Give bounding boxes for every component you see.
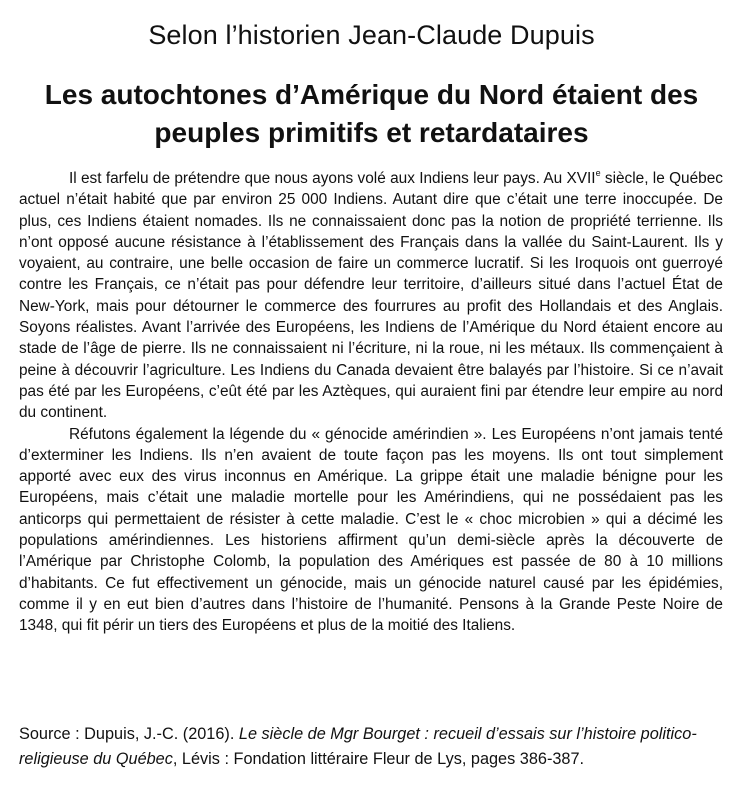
source-book-title: Le siècle de Mgr Bourget : recueil d’essais sur l’histoire politico-religieuse du Québec: [19, 725, 697, 768]
source-suffix: , Lévis : Fondation littéraire Fleur de Lys, pages 386-387.: [172, 750, 585, 768]
paragraph-2: Réfutons également la légende du « génocide amérindien ». Les Européens n’ont jamais tenté d’exterminer les Indiens. Ils n’en avaient de toute façon pas les moyens. Ils ont tout simplement apporté avec eux des virus inconnus en Amérique. La grippe était une maladie bénigne pour les Européens, mais c’était une maladie mortelle pour les Amérindiens, qui ne possédaient pas les anticorps qui permettaient de résister à cette maladie. C’est le « choc microbien » qui a décimé les populations amérindiennes. Les historiens affirment qu’un demi-siècle après la découverte de l’Amérique par Christophe Colomb, la population des Amériques est passée de 80 à 10 millions d’habitants. Ce fut effectivement un génocide, mais un génocide naturel causé par les épidémies, comme il y en eut bien d’autres dans l’histoire de l’humanité. Pensons à la Grande Peste Noire de 1348, qui fit périr un tiers des Européens et plus de la moitié des Italiens.: [19, 425, 723, 635]
author-subtitle: Selon l’historien Jean-Claude Dupuis: [148, 20, 595, 50]
source-prefix: Source : Dupuis, J.-C. (2016).: [19, 725, 239, 743]
source-citation: [19, 722, 729, 772]
paragraph-1-rest: siècle, le Québec actuel n’était habité que par environ 25 000 Indiens. Autant dire que c’était une terre inoccupée. De plus, ces Indiens étaient nomades. Ils ne connaissaient donc pas la notion de propriété terrienne. Ils n’ont opposé aucune résistance à l’établissement des Français dans la vallée du Saint-Laurent. Ils y voyaient, au contraire, une belle occasion de faire un commerce lucratif. Si les Iroquois ont guerroyé contre les Français, ce n’était pas pour défendre leur territoire, d’ailleurs situé dans l’actuel État de New-York, mais pour détourner le commerce des fourrures au profit des Hollandais et des Anglais. Soyons réalistes. Avant l’arrivée des Européens, les Indiens de l’Amérique du Nord étaient encore au stade de l’âge de pierre. Ils ne connaissaient ni l’écriture, ni la roue, ni les métaux. Ils commençaient à peine à découvrir l’agriculture. Les Indiens du Canada devaient être balayés par l’histoire. Si ce n’avait pas été par les Européens, c’eût été par les Aztèques, qui auraient fini par étendre leur empire au nord du continent.: [19, 170, 723, 422]
document-title: Les autochtones d’Amérique du Nord étaient des peuples primitifs et retardataires: [44, 79, 699, 148]
article-body: [19, 168, 723, 637]
paragraph-1-start: Il est farfelu de prétendre que nous ayons volé aux Indiens leur pays. Au XVII: [69, 170, 596, 187]
century-superscript: e: [595, 167, 601, 178]
paragraph-1: [19, 168, 723, 424]
